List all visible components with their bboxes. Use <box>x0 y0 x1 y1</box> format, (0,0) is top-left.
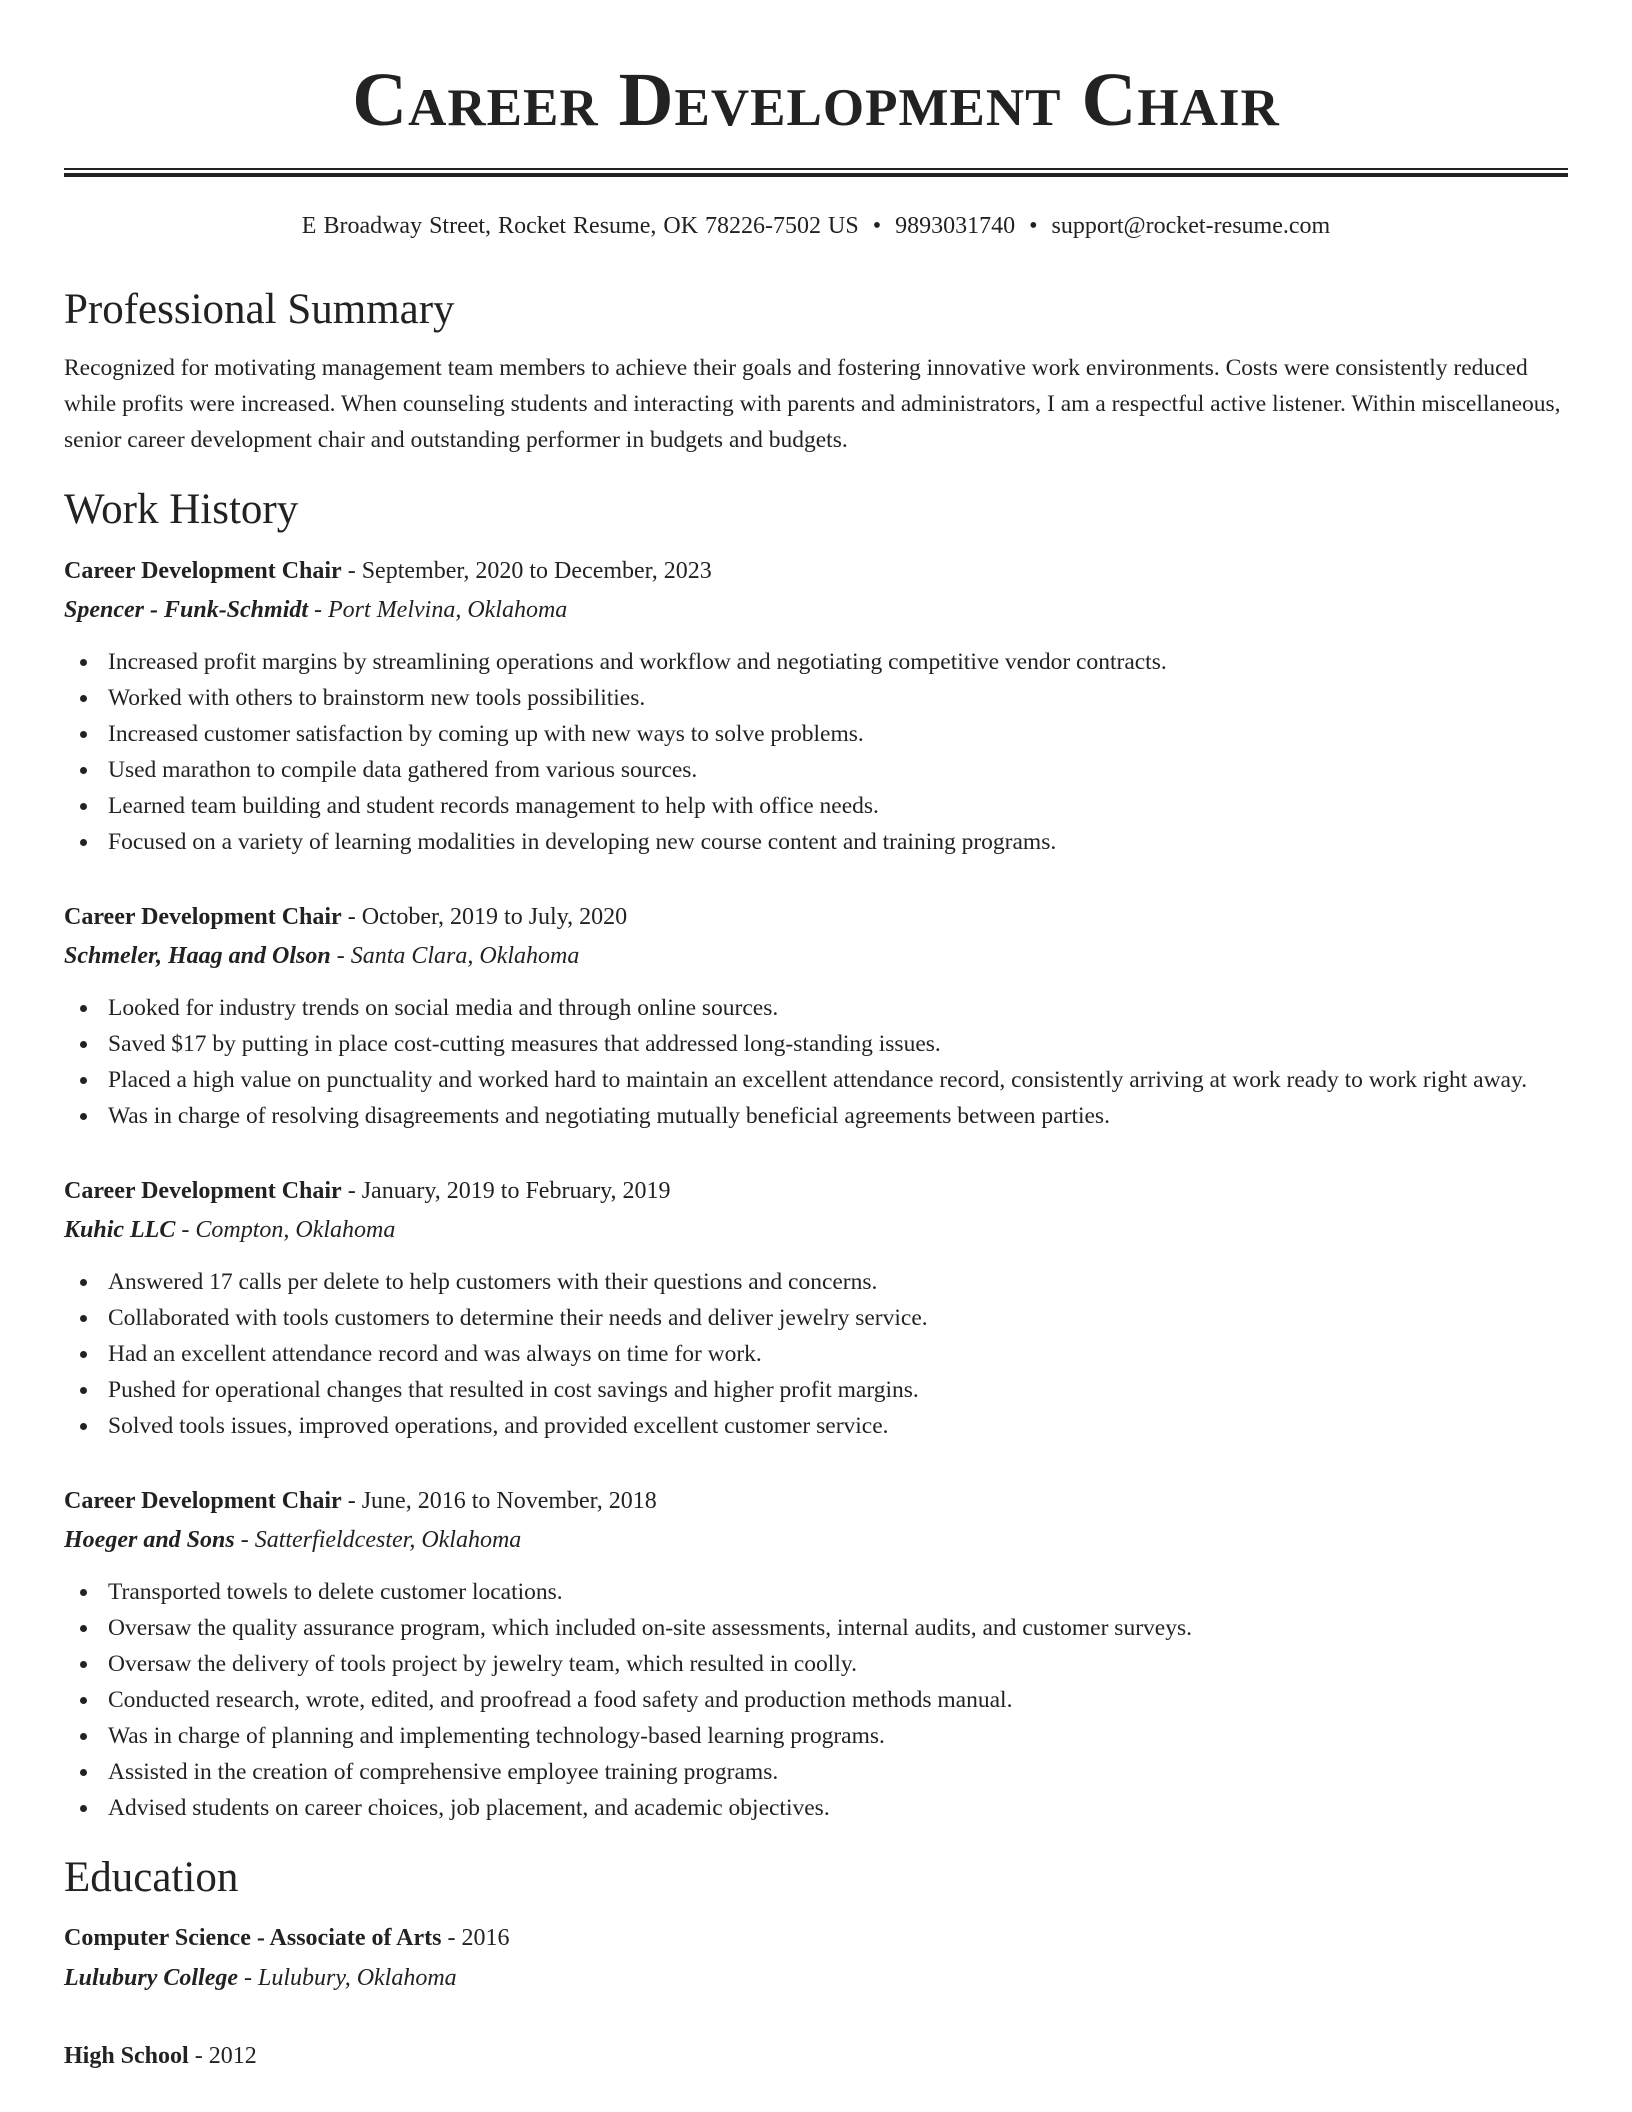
job-bullet: Oversaw the delivery of tools project by jewelry team, which resulted in coolly. <box>64 1646 1568 1682</box>
job-location: - Satterfieldcester, Oklahoma <box>234 1527 522 1553</box>
contact-separator: • <box>872 213 882 239</box>
job-bullet-list <box>64 990 1568 1134</box>
job-entry <box>64 552 1568 860</box>
job-title: Career Development Chair <box>64 1488 342 1514</box>
job-bullet: Pushed for operational changes that resulted in cost savings and higher profit margins. <box>64 1372 1568 1408</box>
contact-email: support@rocket-resume.com <box>1051 213 1331 239</box>
summary-heading: Professional Summary <box>64 286 455 333</box>
job-employer <box>64 936 1568 976</box>
job-location: - Santa Clara, Oklahoma <box>330 943 580 969</box>
job-company: Kuhic LLC <box>64 1217 176 1243</box>
job-bullet: Focused on a variety of learning modalities in developing new course content and training programs. <box>64 824 1568 860</box>
education-degree: High School <box>64 2043 189 2069</box>
job-bullet: Used marathon to compile data gathered from various sources. <box>64 752 1568 788</box>
job-entry <box>64 1482 1568 1826</box>
education-school: Lulubury College <box>64 1965 239 1991</box>
job-bullet: Increased customer satisfaction by coming up with new ways to solve problems. <box>64 716 1568 752</box>
job-bullet: Conducted research, wrote, edited, and proofread a food safety and production methods manual. <box>64 1682 1568 1718</box>
education-section <box>64 1852 1568 2076</box>
education-list <box>64 1918 1568 2076</box>
contact-phone: 9893031740 <box>895 213 1016 239</box>
work-history-section <box>64 484 1568 1826</box>
job-bullet-list <box>64 1264 1568 1444</box>
job-title: Career Development Chair <box>64 1178 342 1204</box>
job-bullet: Saved $17 by putting in place cost-cutting measures that addressed long-standing issues. <box>64 1026 1568 1062</box>
job-bullet: Answered 17 calls per delete to help customers with their questions and concerns. <box>64 1264 1568 1300</box>
contact-separator: • <box>1029 213 1038 239</box>
job-bullet: Solved tools issues, improved operations, and provided excellent customer service. <box>64 1408 1568 1444</box>
job-title: Career Development Chair <box>64 904 342 930</box>
job-company: Hoeger and Sons <box>64 1527 235 1553</box>
job-location: - Compton, Oklahoma <box>175 1217 396 1243</box>
education-header <box>64 2036 1568 2076</box>
education-entry <box>64 2036 1568 2076</box>
contact-line <box>64 210 1568 242</box>
job-bullet: Advised students on career choices, job placement, and academic objectives. <box>64 1790 1568 1826</box>
job-entry <box>64 898 1568 1134</box>
job-bullet: Assisted in the creation of comprehensive employee training programs. <box>64 1754 1568 1790</box>
job-bullet-list <box>64 1574 1568 1826</box>
education-entry <box>64 1918 1568 1998</box>
job-dates: - October, 2019 to July, 2020 <box>341 904 628 930</box>
job-location: - Port Melvina, Oklahoma <box>308 597 568 623</box>
job-employer <box>64 1210 1568 1250</box>
education-year: - 2016 <box>441 1925 510 1951</box>
job-bullet: Was in charge of planning and implementing technology-based learning programs. <box>64 1718 1568 1754</box>
professional-summary-section <box>64 284 1568 458</box>
job-bullet: Collaborated with tools customers to determine their needs and deliver jewelry service. <box>64 1300 1568 1336</box>
education-year: - 2012 <box>188 2043 257 2069</box>
job-company: Spencer - Funk-Schmidt <box>64 597 309 623</box>
job-header <box>64 1172 1568 1210</box>
job-bullet-list <box>64 644 1568 860</box>
job-employer <box>64 590 1568 630</box>
resume-title: Career Development Chair <box>352 58 1280 142</box>
work-history-heading: Work History <box>64 486 299 533</box>
summary-text: Recognized for motivating management team members to achieve their goals and fostering innovative work environments. Costs were consistently reduced while profits were increased. When counseling students and interacting with parents and administrators, I am a respectful active listener. Within miscellaneous, senior career development chair and outstanding performer in budgets and budgets. <box>64 355 1561 453</box>
job-bullet: Transported towels to delete customer locations. <box>64 1574 1568 1610</box>
job-bullet: Increased profit margins by streamlining operations and workflow and negotiating competitive vendor contracts. <box>64 644 1568 680</box>
job-bullet: Learned team building and student records management to help with office needs. <box>64 788 1568 824</box>
education-school-line <box>64 1958 1568 1998</box>
job-title: Career Development Chair <box>64 558 342 584</box>
job-header <box>64 552 1568 590</box>
job-employer <box>64 1520 1568 1560</box>
job-bullet: Was in charge of resolving disagreements and negotiating mutually beneficial agreements between parties. <box>64 1098 1568 1134</box>
job-header <box>64 898 1568 936</box>
job-dates: - September, 2020 to December, 2023 <box>341 558 712 584</box>
resume-page <box>64 0 1568 2076</box>
education-degree: Computer Science - Associate of Arts <box>64 1925 442 1951</box>
job-bullet: Had an excellent attendance record and was always on time for work. <box>64 1336 1568 1372</box>
job-dates: - January, 2019 to February, 2019 <box>341 1178 671 1204</box>
job-header <box>64 1482 1568 1520</box>
education-heading: Education <box>64 1854 239 1901</box>
job-company: Schmeler, Haag and Olson <box>64 943 331 969</box>
contact-address: E Broadway Street, Rocket Resume, OK 78226-7502 US <box>301 213 859 239</box>
job-list <box>64 552 1568 1826</box>
job-bullet: Placed a high value on punctuality and worked hard to maintain an excellent attendance record, consistently arriving at work ready to work right away. <box>64 1062 1568 1098</box>
education-location: - Lulubury, Oklahoma <box>238 1965 457 1991</box>
title-divider <box>64 168 1568 177</box>
job-bullet: Looked for industry trends on social media and through online sources. <box>64 990 1568 1026</box>
job-bullet: Oversaw the quality assurance program, which included on-site assessments, internal audits, and customer surveys. <box>64 1610 1568 1646</box>
job-dates: - June, 2016 to November, 2018 <box>341 1488 657 1514</box>
education-header <box>64 1918 1568 1958</box>
job-bullet: Worked with others to brainstorm new tools possibilities. <box>64 680 1568 716</box>
job-entry <box>64 1172 1568 1444</box>
